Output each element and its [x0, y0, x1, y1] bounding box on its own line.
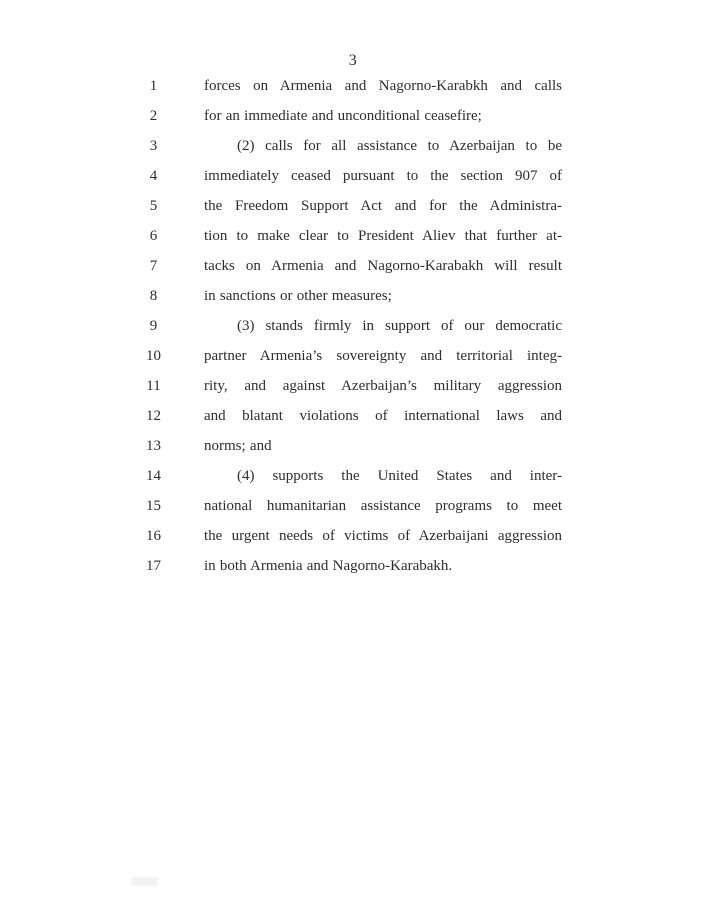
line-number: 12 [146, 408, 161, 424]
page-number: 3 [348, 52, 358, 69]
line-text: the Freedom Support Act and for the Administra- [204, 198, 562, 214]
document-line [140, 228, 566, 258]
line-number: 8 [149, 288, 158, 304]
line-text: (4) supports the United States and inter- [237, 468, 562, 484]
line-number: 16 [146, 528, 161, 544]
line-number: 7 [149, 258, 158, 274]
line-number: 2 [149, 108, 158, 124]
document-line [140, 78, 566, 108]
line-text: (2) calls for all assistance to Azerbaijan to be [237, 138, 562, 154]
line-text: national humanitarian assistance programs to meet [204, 498, 562, 514]
line-text: immediately ceased pursuant to the section 907 of [204, 168, 562, 184]
document-line [140, 348, 566, 378]
line-text: forces on Armenia and Nagorno-Karabkh and calls [204, 78, 562, 94]
document-line [140, 408, 566, 438]
document-lines [140, 78, 566, 588]
line-text: norms; and [204, 438, 272, 454]
line-number: 11 [146, 378, 161, 394]
line-number: 17 [146, 558, 161, 574]
document-line [140, 438, 566, 468]
line-text: tion to make clear to President Aliev that further at- [204, 228, 562, 244]
document-line [140, 498, 566, 528]
document-line [140, 378, 566, 408]
line-number: 14 [146, 468, 161, 484]
document-line [140, 258, 566, 288]
line-number: 5 [149, 198, 158, 214]
document-line [140, 168, 566, 198]
line-text: in sanctions or other measures; [204, 288, 392, 304]
line-text: and blatant violations of international laws and [204, 408, 562, 424]
line-number: 1 [149, 78, 158, 94]
line-number: 13 [146, 438, 161, 454]
line-text: (3) stands firmly in support of our democratic [237, 318, 562, 334]
document-line [140, 138, 566, 168]
line-text: in both Armenia and Nagorno-Karabakh. [204, 558, 453, 574]
line-number: 10 [146, 348, 161, 364]
line-text: tacks on Armenia and Nagorno-Karabakh will result [204, 258, 562, 274]
line-text: for an immediate and unconditional ceasefire; [204, 108, 482, 124]
line-number: 6 [149, 228, 158, 244]
document-line [140, 468, 566, 498]
line-number: 15 [146, 498, 161, 514]
line-number: 4 [149, 168, 158, 184]
line-text: the urgent needs of victims of Azerbaijani aggression [204, 528, 562, 544]
faint-print-artifact [131, 877, 158, 886]
document-line [140, 198, 566, 228]
document-line [140, 558, 566, 588]
document-line [140, 108, 566, 138]
line-text: partner Armenia’s sovereignty and territorial integ- [204, 348, 562, 364]
line-text: rity, and against Azerbaijan’s military aggression [204, 378, 562, 394]
line-number: 9 [149, 318, 158, 334]
line-number: 3 [149, 138, 158, 154]
document-line [140, 288, 566, 318]
document-line [140, 318, 566, 348]
document-line [140, 528, 566, 558]
